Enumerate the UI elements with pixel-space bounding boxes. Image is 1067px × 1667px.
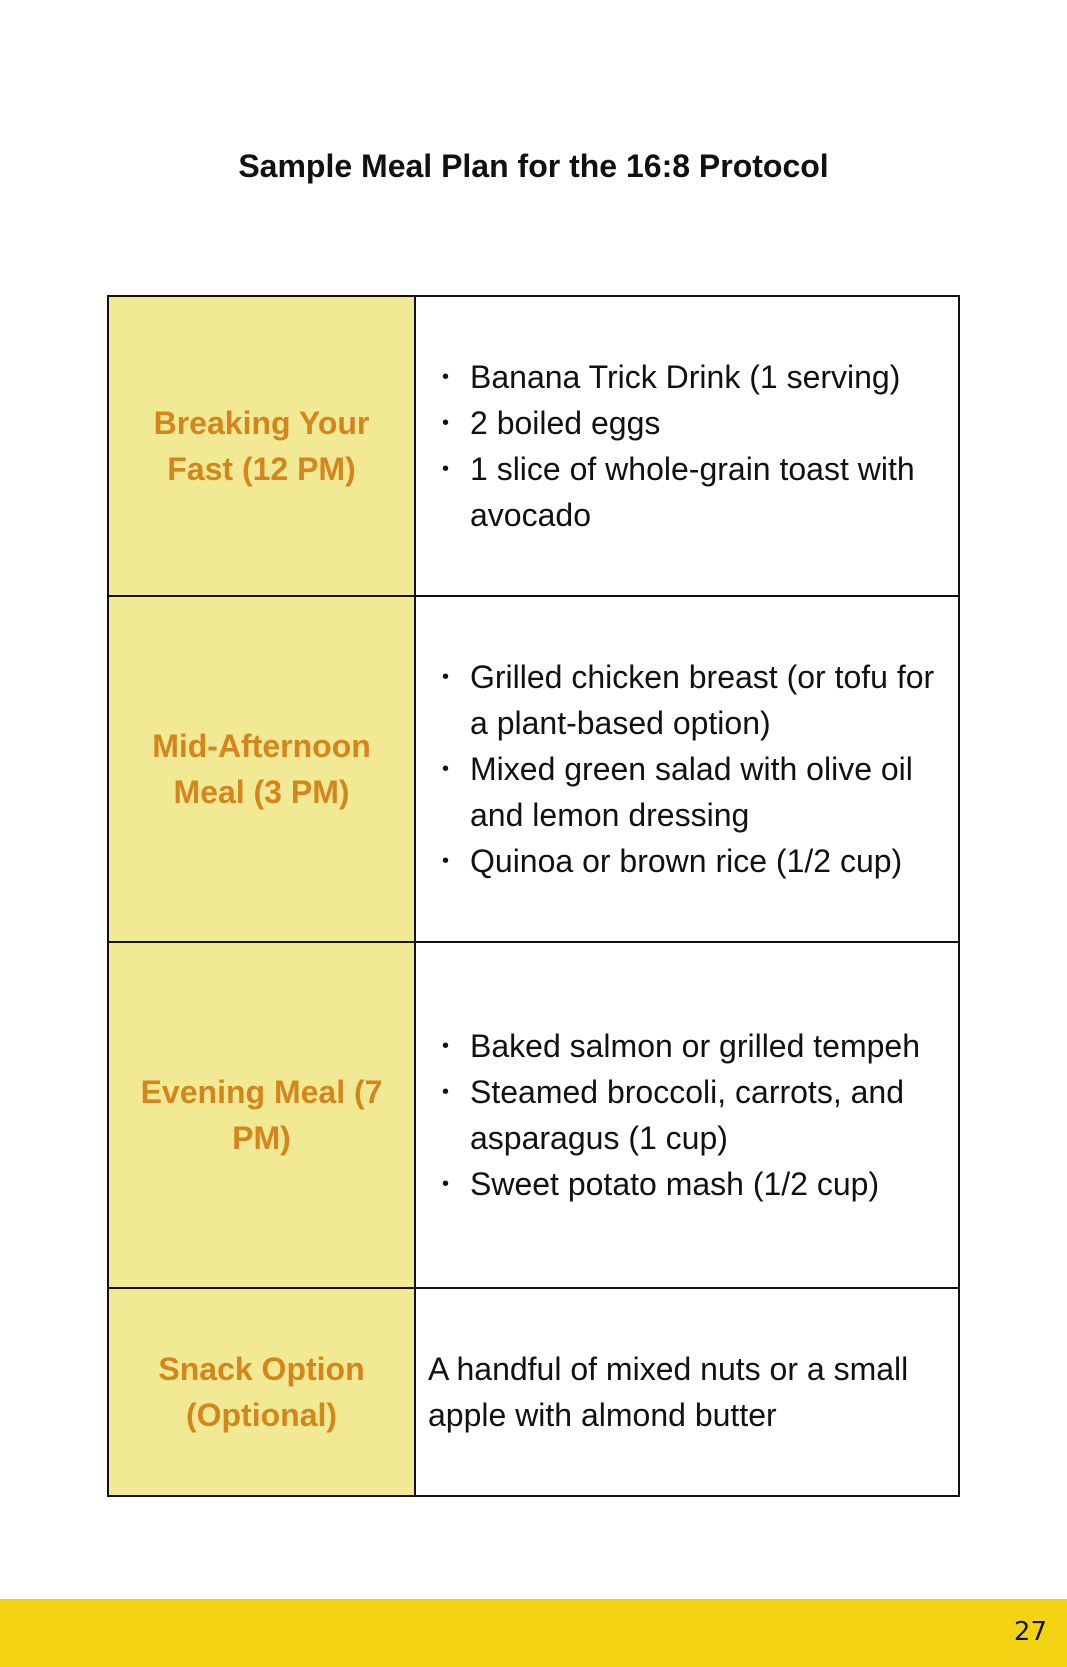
meal-items-cell <box>415 296 959 596</box>
meal-plan-table <box>107 295 960 1497</box>
meal-items-list <box>416 1023 958 1207</box>
list-item: • 1 slice of whole-grain toast with avocado <box>470 446 946 538</box>
table-row-snack <box>108 1288 959 1496</box>
page-title: Sample Meal Plan for the 16:8 Protocol <box>238 148 829 184</box>
list-item: • Banana Trick Drink (1 serving) <box>470 354 946 400</box>
footer-bar <box>0 1599 1067 1667</box>
meal-label-cell <box>108 1288 415 1496</box>
list-item: • 2 boiled eggs <box>470 400 946 446</box>
table-row-evening <box>108 942 959 1288</box>
list-item: • Quinoa or brown rice (1/2 cup) <box>470 838 946 884</box>
list-item: • Steamed broccoli, carrots, and asparagus (1 cup) <box>470 1069 946 1161</box>
meal-label: Mid-Afternoon Meal (3 PM) <box>152 728 371 810</box>
meal-items-list <box>416 654 958 884</box>
snack-text: A handful of mixed nuts or a small apple with almond butter <box>428 1351 909 1433</box>
list-item: • Sweet potato mash (1/2 cup) <box>470 1161 946 1207</box>
meal-label: Breaking Your Fast (12 PM) <box>153 405 370 487</box>
list-item: • Grilled chicken breast (or tofu for a plant-based option) <box>470 654 946 746</box>
meal-label: Snack Option (Optional) <box>158 1351 365 1433</box>
list-item: • Baked salmon or grilled tempeh <box>470 1023 946 1069</box>
meal-items-cell <box>415 596 959 942</box>
meal-label: Evening Meal (7 PM) <box>140 1074 383 1156</box>
table-row-breaking-fast <box>108 296 959 596</box>
meal-items-list <box>416 354 958 538</box>
page-number: 27 <box>1013 1617 1047 1647</box>
table-row-mid-afternoon <box>108 596 959 942</box>
meal-label-cell <box>108 596 415 942</box>
meal-items-cell <box>415 1288 959 1496</box>
list-item: • Mixed green salad with olive oil and lemon dressing <box>470 746 946 838</box>
meal-label-cell <box>108 942 415 1288</box>
meal-items-cell <box>415 942 959 1288</box>
meal-label-cell <box>108 296 415 596</box>
